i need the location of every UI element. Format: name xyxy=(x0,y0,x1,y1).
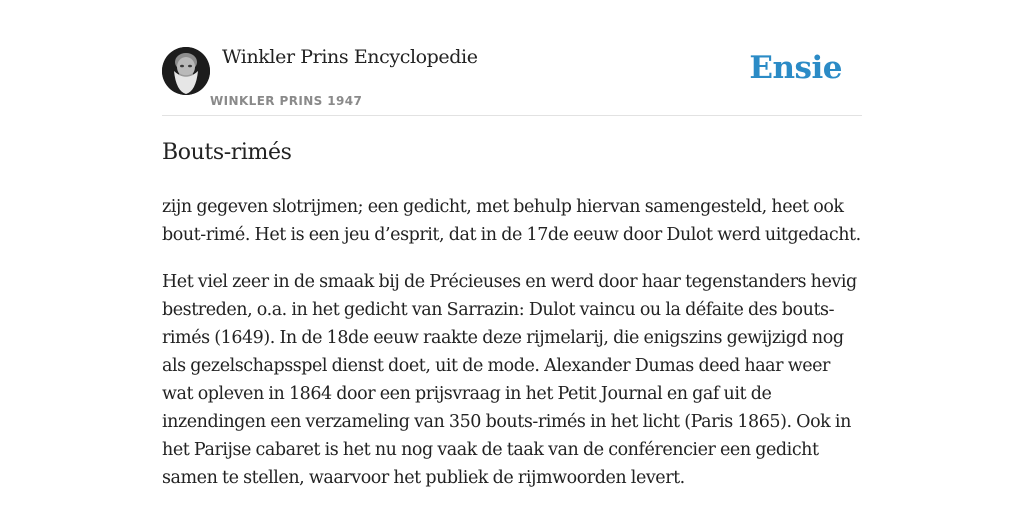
avatar[interactable] xyxy=(162,47,210,95)
source-title[interactable]: Winkler Prins Encyclopedie xyxy=(222,46,478,68)
source-header xyxy=(162,0,862,116)
source-subtitle: WINKLER PRINS 1947 xyxy=(210,94,363,108)
ensie-logo[interactable]: Ensie xyxy=(749,50,842,86)
entry-body xyxy=(162,193,862,511)
encyclopedia-card xyxy=(162,0,862,512)
entry-title: Bouts-rimés xyxy=(162,140,292,165)
entry-paragraph: Het viel zeer in de smaak bij de Précieuses en werd door haar tegenstanders hevig bestreden, o.a. in het gedicht van Sarrazin: Dulot vaincu ou la défaite des bouts-rimés (1649). In de 18de eeuw raakte deze rijmelarij, die enigszins gewijzigd nog als gezelschapsspel dienst doet, uit de mode. Alexander Dumas deed haar weer wat opleven in 1864 door een prijsvraag in het Petit Journal en gaf uit de inzendingen een verzameling van 350 bouts-rimés in het licht (Paris 1865). Ook in het Parijse cabaret is het nu nog vaak de taak van de conférencier een gedicht samen te stellen, waarvoor het publiek de rijmwoorden levert. xyxy=(162,272,857,488)
bearded-man-portrait-icon xyxy=(162,47,210,95)
entry-paragraph: zijn gegeven slotrijmen; een gedicht, met behulp hiervan samengesteld, heet ook bout-rimé. Het is een jeu d’esprit, dat in de 17de eeuw door Dulot werd uitgedacht. xyxy=(162,197,861,245)
